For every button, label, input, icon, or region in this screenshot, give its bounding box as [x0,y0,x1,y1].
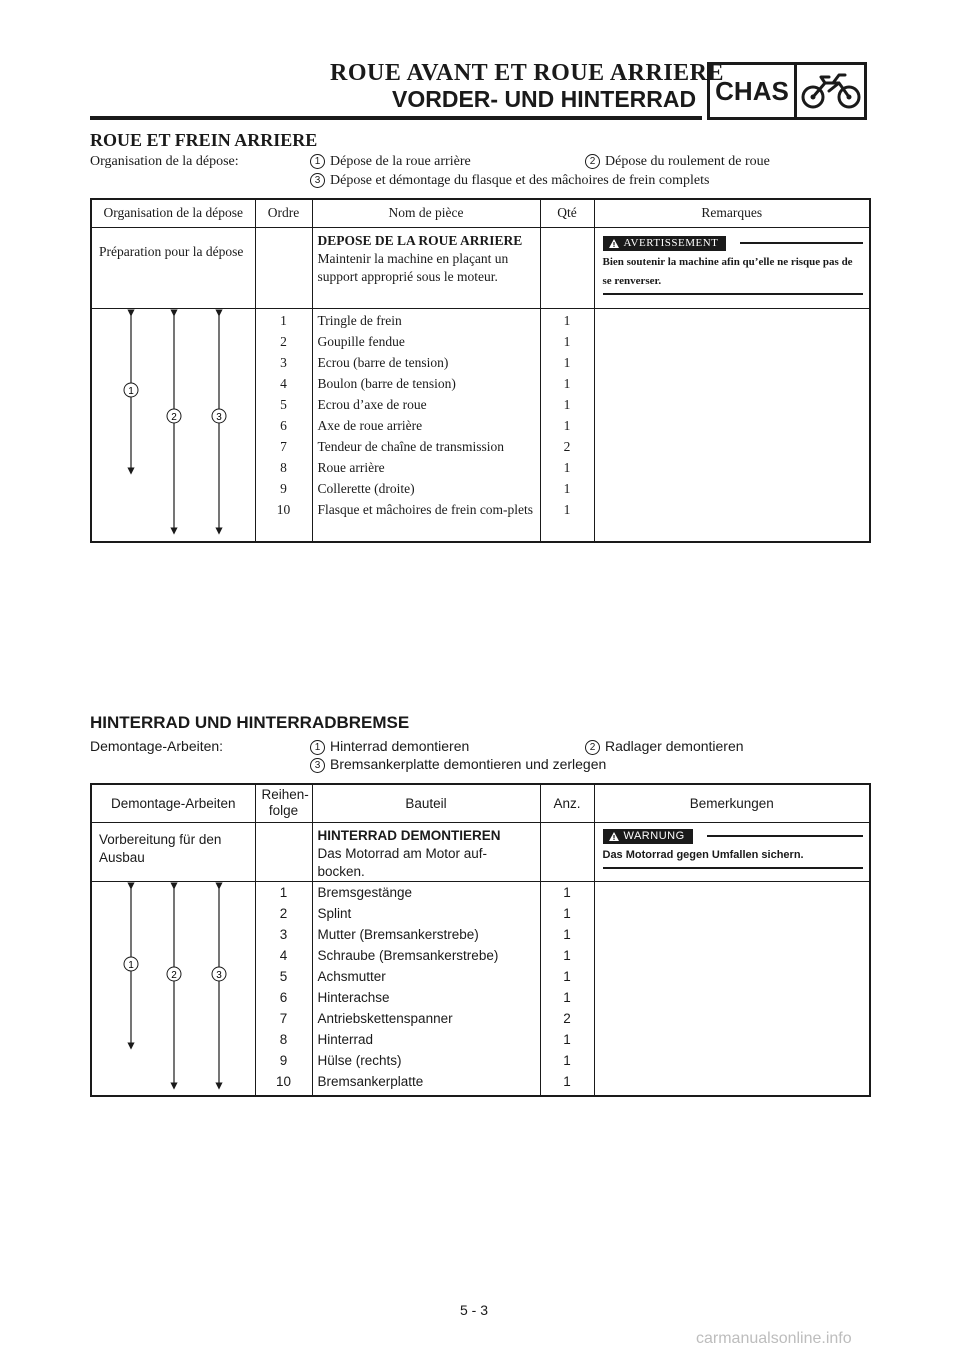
qty-column [540,881,594,1096]
order-column [255,881,312,1096]
list-item: 10 [276,501,291,517]
org-label-fr: Organisation de la dépose: [90,154,239,169]
warning-badge [603,829,693,844]
step-text: Dépose de la roue arrière [330,154,471,169]
list-item: Collerette (droite) [317,480,415,496]
step-number-1: 1 [310,154,325,169]
watermark: carmanualsonline.info [696,1330,852,1347]
list-item: Flasque et mâchoires de frein com-plets [317,501,534,517]
sequence-arrows [91,308,255,542]
warning-label: AVERTISSEMENT [623,237,719,249]
removal-table-de [90,783,871,1097]
list-item: 1 [563,884,571,900]
col-header: Ordre [255,199,312,227]
list-item: 1 [563,312,571,328]
header-title-fr: ROUE AVANT ET ROUE ARRIERE [330,60,725,86]
list-item: 2 [563,1010,571,1026]
list-item: 1 [563,333,571,349]
warning-badge [603,236,727,251]
section-code: CHAS [710,65,797,117]
list-item: 1 [563,501,571,517]
list-item: 5 [280,396,287,412]
col-header: Organisation de la dépose [91,199,255,227]
list-item: 1 [563,459,571,475]
prep-instruction [312,227,540,308]
list-item: Hinterrad [317,1031,374,1047]
list-item: 1 [563,1052,571,1068]
list-item: 5 [279,968,288,984]
list-item: Schraube (Bremsankerstrebe) [317,947,499,963]
arrow-label-1: 1 [128,385,134,397]
list-item: 4 [280,375,287,391]
list-item: 1 [563,396,571,412]
header-rule [90,116,702,120]
list-item: Roue arrière [317,459,385,475]
parts-row [91,881,870,1096]
step-number-1: 1 [310,740,325,755]
list-item: 1 [563,1073,571,1089]
list-item: Tendeur de chaîne de transmission [317,438,504,454]
table-header-row [91,784,870,822]
step-2-fr [585,154,770,170]
list-item: 6 [280,417,287,433]
step-number-3: 3 [310,173,325,188]
list-item: 1 [563,354,571,370]
prep-heading: HINTERRAD DEMONTIEREN [317,827,501,843]
order-column [255,308,312,542]
arrow-label-3: 3 [216,969,222,981]
step-3-de [310,756,606,773]
arrow-label-3: 3 [216,411,222,423]
qty-column [540,308,594,542]
list-item: Antriebskettenspanner [317,1010,453,1026]
step-text: Dépose et démontage du flasque et des mâchoires de frein complets [330,173,710,188]
list-item: Boulon (barre de tension) [317,375,456,391]
list-item: 4 [279,947,288,963]
list-item: 3 [279,926,288,942]
list-item: 8 [280,459,287,475]
step-text: Dépose du roulement de roue [605,154,770,169]
arrow-label-2: 2 [171,969,177,981]
col-header: Bemerkungen [594,784,870,822]
section-title-de: HINTERRAD UND HINTERRADBREMSE [90,713,410,732]
prep-label: Préparation pour la dépose [91,227,255,308]
list-item: 1 [563,417,571,433]
step-text: Bremsankerplatte demontieren und zerlegen [330,756,607,772]
warning-box [594,822,870,881]
list-item: 9 [279,1052,288,1068]
prep-text: Das Motorrad am Motor auf-bocken. [317,845,488,879]
sequence-arrows-diagram [92,882,256,1092]
warning-box [594,227,870,308]
sequence-arrows-diagram [92,309,256,537]
section-code-box [707,62,867,120]
col-header: Qté [540,199,594,227]
warning-text: Das Motorrad gegen Umfallen sichern. [602,848,804,861]
prep-label: Vorbereitung für den Ausbau [91,822,255,881]
list-item: Bremsankerplatte [317,1073,424,1089]
table-header-row [91,199,870,227]
list-item: Ecrou (barre de tension) [317,354,449,370]
step-number-2: 2 [585,154,600,169]
org-label-de: Demontage-Arbeiten: [90,738,224,754]
list-item: 2 [563,438,571,454]
prep-text: Maintenir la machine en plaçant un support approprié sous le moteur. [317,250,509,284]
list-item: Ecrou d’axe de roue [317,396,427,412]
list-item: 1 [563,989,571,1005]
step-1-fr [310,154,471,170]
prep-row [91,227,870,308]
list-item: 6 [279,989,288,1005]
list-item: 1 [279,884,288,900]
list-item: 1 [563,926,571,942]
list-item: 1 [563,480,571,496]
warning-triangle-icon [609,239,619,248]
list-item: 9 [280,480,287,496]
list-item: 2 [279,905,288,921]
list-item: 1 [563,375,571,391]
list-item: 7 [279,1010,288,1026]
list-item: Mutter (Bremsankerstrebe) [317,926,479,942]
list-item: 2 [280,333,287,349]
removal-table-fr [90,198,871,543]
list-item: Hinterachse [317,989,390,1005]
list-item: 8 [279,1031,288,1047]
list-item: 1 [563,905,571,921]
step-number-2: 2 [585,740,600,755]
col-header: Demontage-Arbeiten [91,784,255,822]
col-header: Bauteil [312,784,540,822]
list-item: 1 [563,1031,571,1047]
col-header: Reihen-folge [255,784,312,822]
step-3-fr [310,173,709,189]
col-header: Nom de pièce [312,199,540,227]
prep-instruction [312,822,540,881]
warning-triangle-icon [609,832,619,841]
step-text: Hinterrad demontieren [330,738,470,754]
warning-text: Bien soutenir la machine afin qu’elle ne risque pas de se renverser. [602,255,853,287]
list-item: Goupille fendue [317,333,405,349]
prep-heading: DEPOSE DE LA ROUE ARRIERE [317,232,523,248]
list-item: 1 [563,947,571,963]
step-text: Radlager demontieren [605,738,744,754]
header-title-de: VORDER- UND HINTERRAD [392,86,697,112]
list-item: 10 [275,1073,292,1089]
step-1-de [310,738,469,755]
section-title-fr: ROUE ET FREIN ARRIERE [90,130,318,150]
arrow-label-1: 1 [128,959,134,971]
list-item: Hülse (rechts) [317,1052,402,1068]
arrow-label-2: 2 [171,411,177,423]
list-item: Splint [317,905,352,921]
prep-row [91,822,870,881]
col-header: Anz. [540,784,594,822]
warning-label: WARNUNG [623,830,685,842]
list-item: 7 [280,438,287,454]
col-header: Remarques [594,199,870,227]
list-item: Axe de roue arrière [317,417,423,433]
list-item: Tringle de frein [317,312,402,328]
step-number-3: 3 [310,758,325,773]
list-item: Achsmutter [317,968,386,984]
page-number: 5 - 3 [460,1302,489,1318]
list-item: 3 [280,354,287,370]
motorcycle-icon [797,65,864,117]
part-name-column [312,308,540,542]
part-name-column [312,881,540,1096]
sequence-arrows [91,881,255,1096]
list-item: 1 [563,968,571,984]
list-item: 1 [280,312,287,328]
parts-row [91,308,870,542]
step-2-de [585,738,744,755]
list-item: Bremsgestänge [317,884,413,900]
